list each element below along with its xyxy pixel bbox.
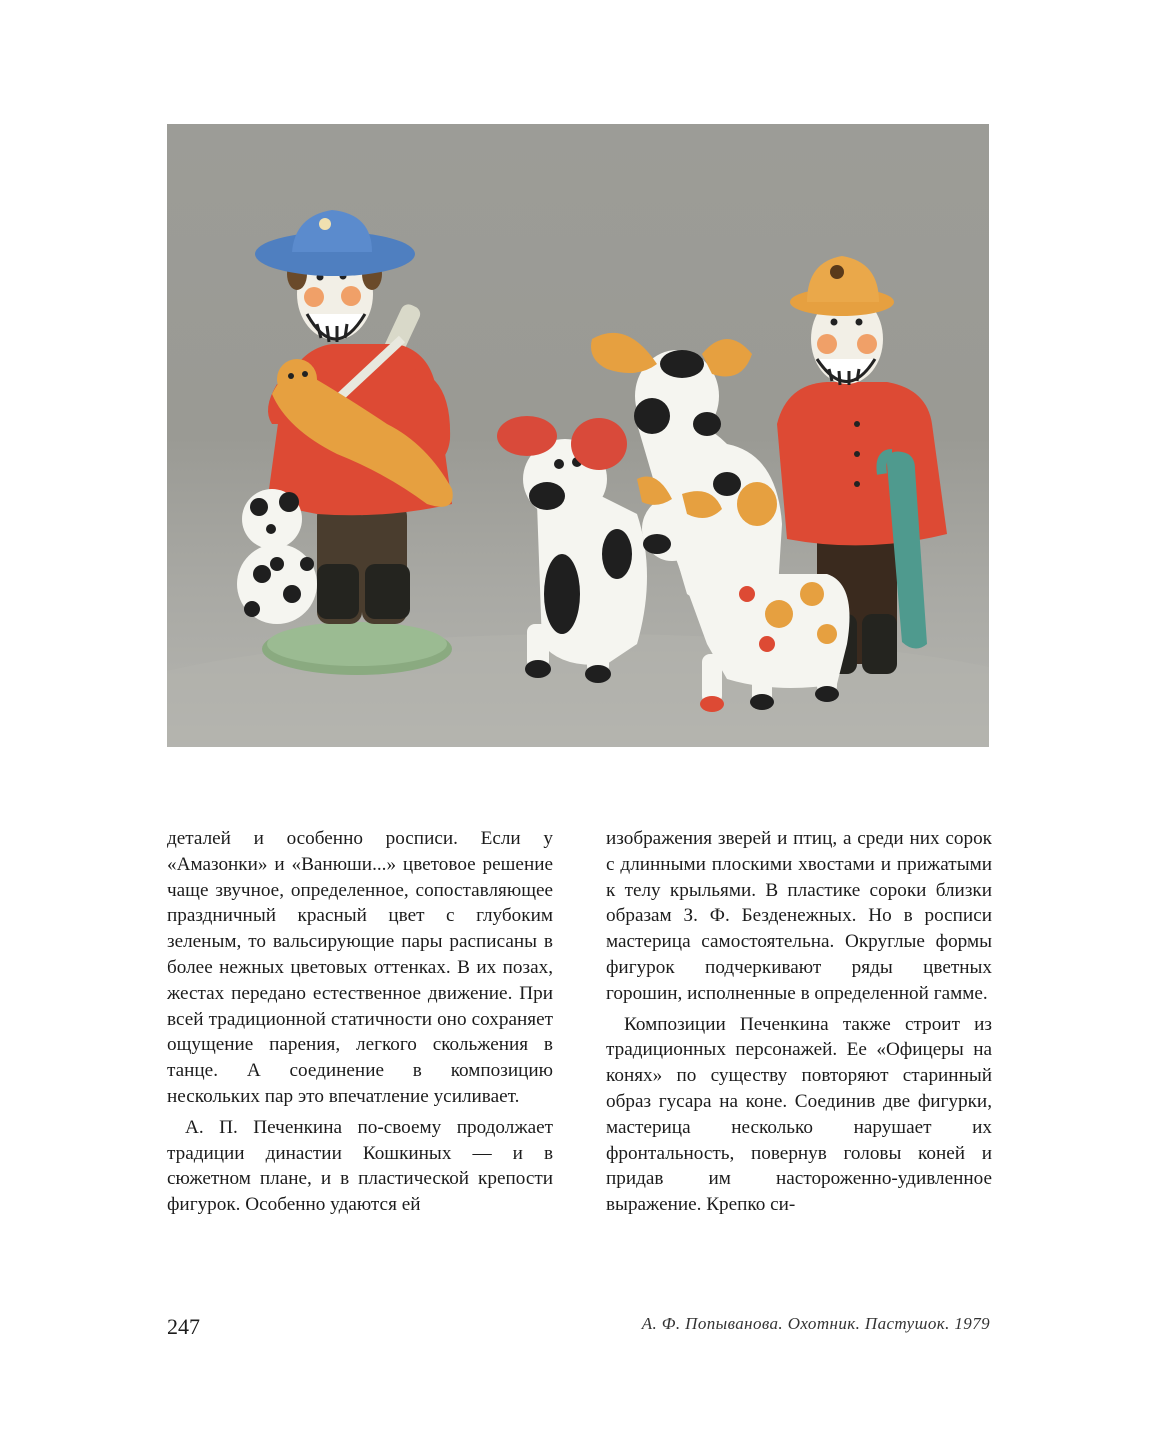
clay-toys-photo bbox=[167, 124, 989, 747]
hunter-figurine bbox=[237, 210, 453, 675]
right-paragraph-1: изображения зверей и птиц, а среди них сорок с длинными плоскими хвостами и прижатыми к телу крыльями. В пластике сороки близки образам З. Ф. Безденежных. Но в росписи мастерица самостоятельна. Округлые формы фигурок подчеркивают ряды цветных горошин, исполненные в определенной гамме. bbox=[606, 828, 992, 1004]
figure-caption: А. Ф. Попыванова. Охотник. Пастушок. 1979 bbox=[641, 1314, 990, 1333]
toys-illustration bbox=[167, 124, 989, 747]
left-paragraph-1: деталей и особенно росписи. Если у «Амазонки» и «Ванюши...» цветовое решение чаще звучное, определенное, сопоставляющее праздничный красный цвет с глубоким зеленым, то вальсирующие пары расписаны в более нежных цветовых оттенках. В их позах, жестах передано естественное движение. При всей традиционной статичности оно сохраняет ощущение парения, легкого скольжения в танце. А соединение в композицию нескольких пар это впечатление усиливает. bbox=[167, 828, 553, 1107]
left-text-column bbox=[167, 826, 553, 1218]
left-paragraph-2: А. П. Печенкина по-своему продолжает традиции династии Кошкиных — и в сюжетном плане, и в пластической крепости фигурок. Особенно удаются ей bbox=[167, 1116, 553, 1216]
right-paragraph-2: Композиции Печенкина также строит из традиционных персонажей. Ее «Офицеры на конях» по существу повторяют старинный образ гусара на коне. Соединив две фигурки, мастерица несколько нарушает их фронтальность, повернув головы коней и придав им настороженно-удивленное выражение. Крепко си- bbox=[606, 1013, 992, 1216]
right-text-column bbox=[606, 826, 992, 1218]
page-number: 247 bbox=[167, 1314, 200, 1339]
